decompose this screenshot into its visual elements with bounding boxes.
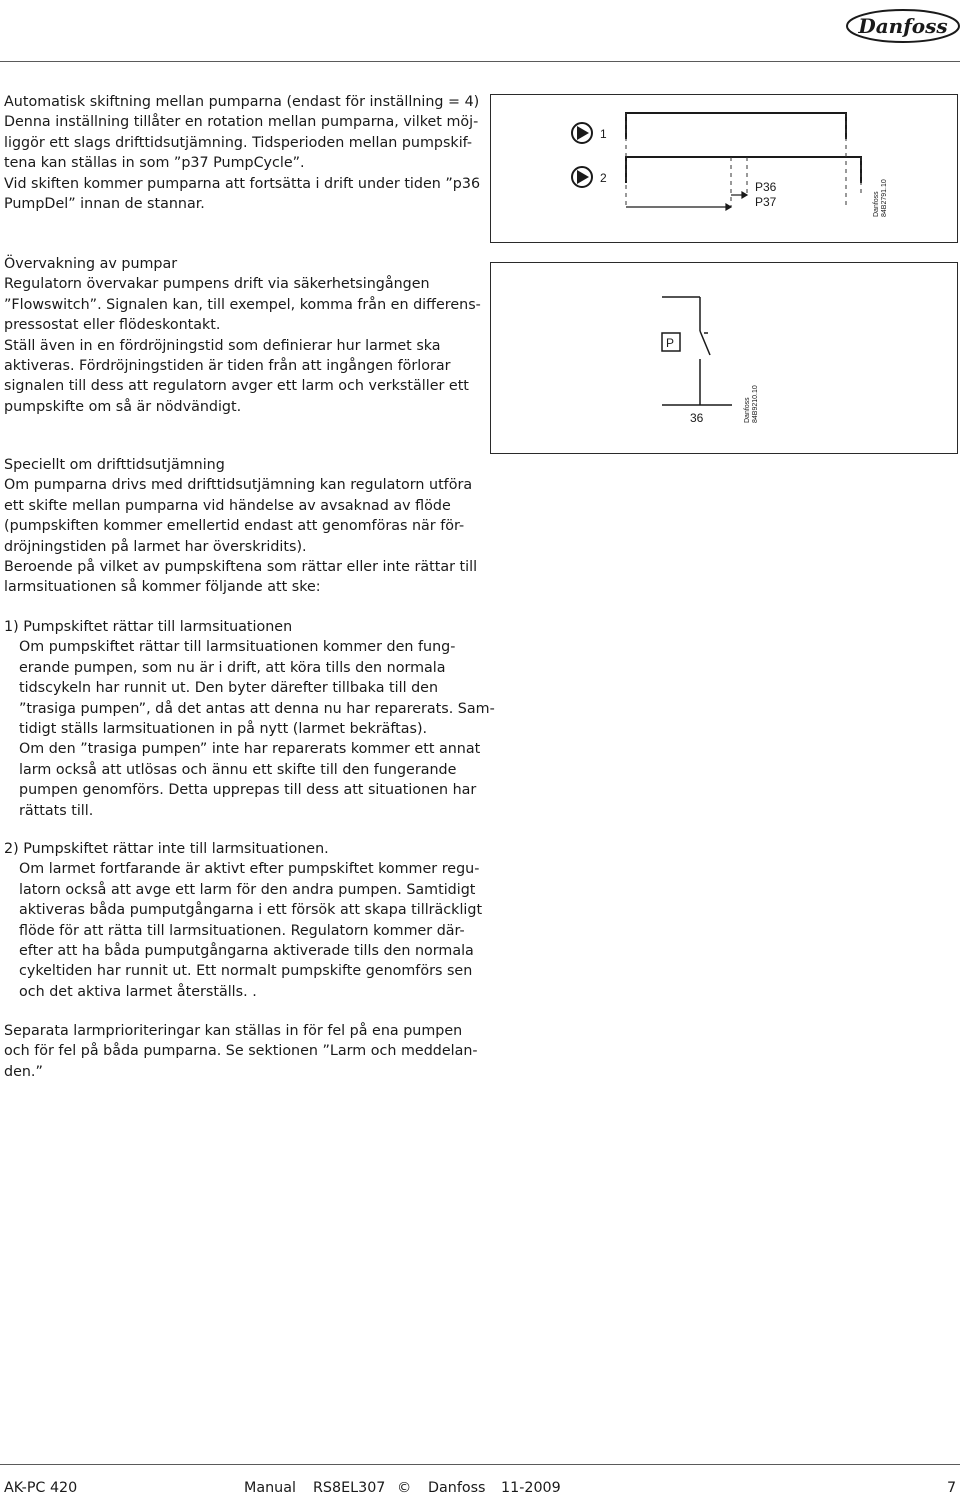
svg-text:Danfoss: Danfoss [858,14,948,38]
figure-credit-code: 84B2791.10 [881,179,888,217]
body-line: Om den ”trasiga pumpen” inte har reparerats kommer ett annat [19,741,481,758]
body-line: Vid skiften kommer pumparna att fortsätta i drift under tiden ”p36 [4,175,481,192]
figure-credit-name: Danfoss [744,397,751,423]
body-line: tena kan ställas in som ”p37 PumpCycle”. [4,155,305,172]
copyright-icon: © [397,1480,412,1496]
pump-shift-timing-figure [490,94,958,243]
pump-1-label: 1 [600,127,607,141]
body-line: larm också att utlösas och ännu ett skifte till den fungerande [19,761,457,778]
pump-2-label: 2 [600,171,607,185]
body-line: Om pumpskiftet rättar till larmsituationen kommer den fung- [19,639,456,656]
closing-section [4,1021,478,1082]
body-line: ett skifte mellan pumparna vid händelse av avsaknad av flöde [4,497,451,514]
case-heading: 1) Pumpskiftet rättar till larmsituationen [4,619,293,635]
footer-manual: Manual [244,1480,296,1496]
header-rule [0,61,960,62]
body-line: (pumpskiften kommer emellertid endast att genomföras när för- [4,518,465,535]
body-line: Om pumparna drivs med drifttidsutjämning kan regulatorn utföra [4,477,473,494]
body-line: liggör ett slags drifttidsutjämning. Tidsperioden mellan pumpskif- [4,134,473,151]
body-line: larmsituationen så kommer följande att ske: [4,579,321,596]
figure-credit-name: Danfoss [873,191,880,217]
pressostat-label: P [666,336,675,350]
body-line: signalen till dess att regulatorn avger ett larm och verkställer ett [4,378,469,395]
body-line: PumpDel” innan de stannar. [4,196,205,213]
auto-shift-section [4,92,480,214]
pump-2-signal [626,157,861,183]
case-2-section [4,839,482,1002]
terminal-36-label: 36 [690,411,704,425]
body-line: och för fel på båda pumparna. Se sektionen ”Larm och meddelan- [4,1043,478,1060]
case-heading: 2) Pumpskiftet rättar inte till larmsituationen. [4,841,329,857]
body-line: cykeltiden har runnit ut. Ett normalt pumpskifte genomförs sen [19,963,473,980]
body-line: Om larmet fortfarande är aktivt efter pumpskiftet kommer regu- [19,861,480,878]
body-line: latorn också att avge ett larm för den andra pumpen. Samtidigt [19,881,476,898]
body-line: tidscykeln har runnit ut. Den byter därefter tillbaka till den [19,680,439,697]
pump-1-signal [626,113,846,139]
flowswitch-wiring-figure [490,262,958,454]
footer-company: Danfoss [428,1480,486,1496]
body-line: efter att ha båda pumputgångarna aktiverade tills den normala [19,943,474,960]
footer-doc-code: RS8EL307 [313,1480,386,1496]
body-line: och det aktiva larmet återställs. . [19,983,257,1000]
duration-arrows [626,192,747,210]
body-line: aktiveras. Fördröjningstiden är tiden från att ingången förlorar [4,358,451,375]
case-1-section [4,617,495,821]
body-line: Separata larmprioriteringar kan ställas in för fel på ena pumpen [4,1023,463,1039]
footer-date: 11-2009 [501,1480,561,1496]
body-line: Regulatorn övervakar pumpens drift via säkerhetsingången [4,276,430,293]
section-heading: Automatisk skiftning mellan pumparna (endast för inställning = 4) [4,94,480,110]
section-heading: Speciellt om drifttidsutjämning [4,457,225,473]
p37-label: P37 [755,195,777,209]
special-section [4,455,477,598]
body-line: pressostat eller flödeskontakt. [4,317,221,334]
body-line: den.” [4,1063,43,1080]
monitoring-section [4,254,481,417]
body-line: dröjningstiden på larmet har överskridits). [4,538,307,555]
body-line: Beroende på vilket av pumpskiftena som rättar eller inte rättar till [4,559,478,576]
pump-1-icon [572,123,592,143]
body-line: pumpen genomförs. Detta upprepas till dess att situationen har [19,782,477,799]
p36-label: P36 [755,180,777,194]
footer-product: AK-PC 420 [4,1480,78,1496]
body-line: Ställ även in en fördröjningstid som definierar hur larmet ska [4,337,441,354]
body-line: pumpskifte om så är nödvändigt. [4,398,242,415]
footer-rule [0,1464,960,1465]
body-line: aktiveras båda pumputgångarna i ett försök att skapa tillräckligt [19,902,483,919]
footer-page-number: 7 [947,1480,957,1496]
figure-credit-code: 84B9210.10 [752,385,759,423]
pump-2-icon [572,167,592,187]
danfoss-logo [842,4,960,48]
body-line: ”trasiga pumpen”, då det antas att denna nu har reparerats. Sam- [19,700,495,717]
section-heading: Övervakning av pumpar [4,256,178,272]
switch-circuit [662,297,732,405]
body-line: tidigt ställs larmsituationen in på nytt (larmet bekräftas). [19,721,428,738]
body-line: rättats till. [19,802,94,819]
body-line: ”Flowswitch”. Signalen kan, till exempel, komma från en differens- [4,296,481,313]
body-line: erande pumpen, som nu är i drift, att köra tills den normala [19,659,446,676]
body-line: flöde för att rätta till larmsituationen. Regulatorn kommer där- [19,922,465,939]
body-line: Denna inställning tillåter en rotation mellan pumparna, vilket möj- [4,114,479,131]
